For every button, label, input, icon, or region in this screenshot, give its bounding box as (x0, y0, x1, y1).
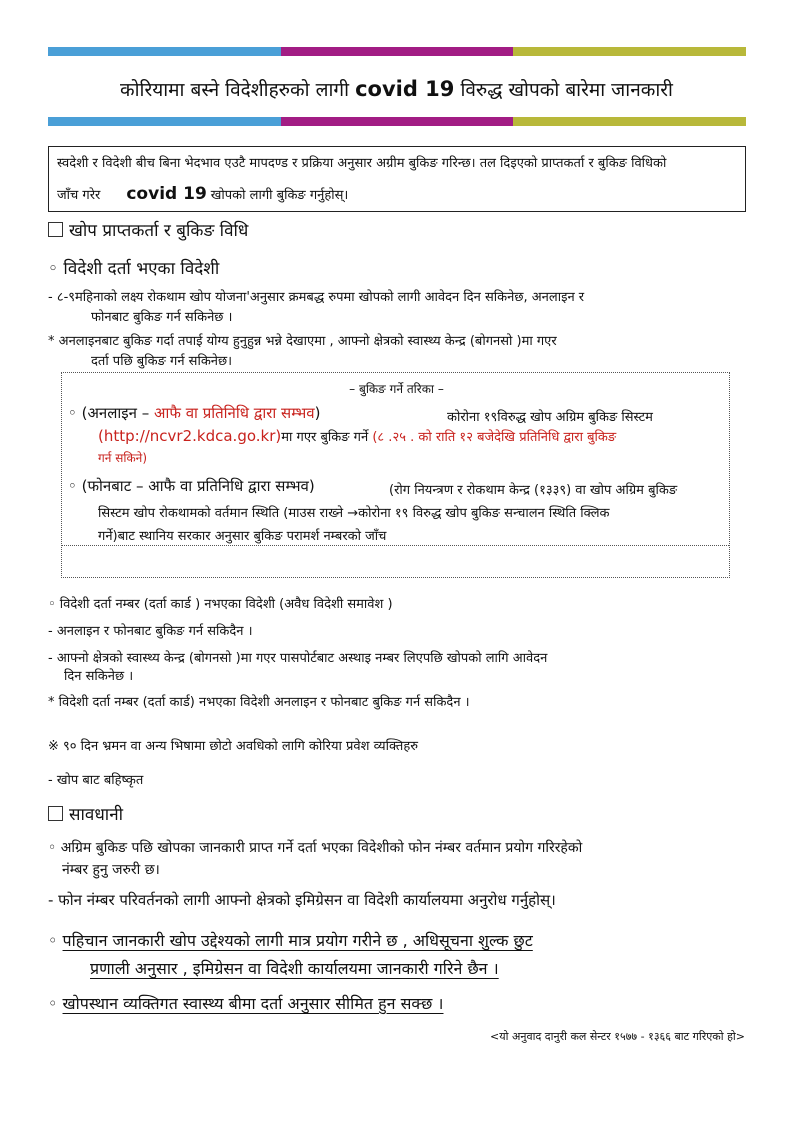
section-heading-recipients (48, 218, 248, 241)
item1-line1: - ८-९महिनाको लक्ष्य रोकथाम खोप योजना'अनुसार क्रमबद्ध रुपमा खोपको लागी आवेदन दिन सकिनेछ, अनलाइन र (48, 290, 585, 305)
precautions-heading: सावधानी (69, 805, 124, 825)
item2-line2: दर्ता पछि बुकिङ गर्न सकिनेछ। (91, 354, 233, 369)
unregistered-heading: ◦ विदेशी दर्ता नम्बर (दर्ता कार्ड ) नभएका विदेशी (अवैध विदेशी समावेश ) (48, 597, 393, 612)
item1-line2: फोनबाट बुकिङ गर्न सकिनेछ । (91, 310, 233, 325)
title-prefix: कोरियामा बस्ने विदेशीहरुको लागी (120, 79, 356, 101)
booking-box-title: – बुकिङ गर्ने तरिका – (349, 382, 444, 396)
intro-line-2-post: खोपको लागी बुकिङ गर्नुहोस्। (210, 188, 349, 203)
precaution3-text: पहिचान जानकारी खोप उद्देश्यको लागी मात्र प्रयोग गरीने छ , अधिसूचना शुल्क छुट (62, 931, 533, 950)
section-heading-text: खोप प्राप्तकर्ता र बुकिङ विधि (69, 221, 249, 241)
online-line2-mid: मा गएर बुकिङ गर्ने (281, 430, 373, 445)
unregistered-item2-line1: - आफ्नो क्षेत्रको स्वास्थ्य केन्द्र (बोगनसो )मा गएर पासपोर्टबाट अस्थाइ नम्बर लिएपछि खोपको लागि आवेदन (48, 651, 548, 666)
online-booking-line1 (68, 403, 320, 423)
precaution2: - फोन नंम्बर परिवर्तनको लागी आफ्नो क्षेत्रको इमिग्रेसन वा विदेशी कार्यालयमा अनुरोध गर्नुहोस्। (48, 891, 556, 909)
booking-box-divider (62, 545, 729, 546)
online-line2-red: (८ .२५ . को राति १२ बजेदेखि प्रतिनिधि द्वारा बुकिङ (372, 430, 617, 445)
phone-line1-tail: (रोग नियन्त्रण र रोकथाम केन्द्र (१३३९) वा खोप अग्रिम बुकिङ (389, 483, 678, 498)
unregistered-item2-line2: दिन सकिनेछ । (64, 669, 134, 684)
item2-line1: * अनलाइनबाट बुकिङ गर्दा तपाई योग्य हुनुहुन्न भन्ने देखाएमा , आफ्नो क्षेत्रको स्वास्थ्य केन्द्र (बोगनसो )मा गएर (48, 334, 557, 349)
translation-credit: <यो अनुवाद दानुरी कल सेन्टर १५७७ - १३६६ बाट गरिएको हो> (490, 1030, 745, 1043)
page-title (0, 76, 793, 102)
precaution4-text: खोपस्थान व्यक्तिगत स्वास्थ्य बीमा दर्ता अनुसार सीमित हुन सक्छ । (62, 994, 444, 1013)
bar-blue-segment (48, 117, 281, 126)
precaution3-line1 (48, 929, 533, 951)
precaution3-bullet: ◦ (48, 931, 63, 950)
online-line1-tail: कोरोना १९विरुद्ध खोप अग्रिम बुकिङ सिस्टम (447, 410, 653, 425)
intro-line-2 (57, 184, 348, 204)
intro-line-1: स्वदेशी र विदेशी बीच बिना भेदभाव एउटै मापदण्ड र प्रक्रिया अनुसार अग्रीम बुकिङ गरिन्छ। तल दिइएको प्राप्तकर्ता र बुकिङ विधिको (57, 156, 667, 171)
excluded-note: - खोप बाट बहिष्कृत (48, 773, 144, 788)
top-color-bar (48, 47, 746, 56)
bar-magenta-segment (281, 117, 514, 126)
bar-olive-segment (513, 47, 746, 56)
precaution3-line2: प्रणाली अनुसार , इमिग्रेसन वा विदेशी कार्यालयमा जानकारी गरिने छैन । (90, 959, 499, 978)
checkbox-square-icon (48, 222, 63, 237)
unregistered-item3: * विदेशी दर्ता नम्बर (दर्ता कार्ड) नभएका विदेशी अनलाइन र फोनबाट बुकिङ गर्न सकिदैन । (48, 695, 470, 710)
short-stay-note: ※ ९० दिन भ्रमन वा अन्य भिषामा छोटो अवधिको लागि कोरिया प्रवेश व्यक्तिहरु (48, 739, 418, 754)
bottom-color-bar (48, 117, 746, 126)
online-line3-red: गर्न सकिने) (98, 451, 148, 465)
online-booking-line2 (98, 426, 616, 445)
sub-heading-registered: ◦ विदेशी दर्ता भएका विदेशी (48, 259, 220, 279)
precautions-heading-row (48, 802, 123, 825)
intro-covid: covid 19 (126, 184, 207, 204)
precaution4 (48, 992, 444, 1014)
precaution1-line2: नंम्बर हुनु जरुरी छ। (62, 862, 160, 878)
bar-blue-segment (48, 47, 281, 56)
phone-booking-label: ◦ (फोनबाट – आफै वा प्रतिनिधि द्वारा सम्भव) (68, 477, 315, 495)
precaution1-line1: ◦ अग्रिम बुकिङ पछि खोपका जानकारी प्राप्त गर्ने दर्ता भएका विदेशीको फोन नंम्बर वर्तमान प्रयोग गरिरहेको (48, 840, 583, 856)
title-suffix: विरुद्ध खोपको बारेमा जानकारी (454, 79, 673, 101)
bar-olive-segment (513, 117, 746, 126)
unregistered-item1: - अनलाइन र फोनबाट बुकिङ गर्न सकिदैन । (48, 624, 253, 639)
bar-magenta-segment (281, 47, 514, 56)
checkbox-square-icon (48, 806, 63, 821)
intro-box (48, 146, 746, 212)
intro-line-2-pre: जाँच गरेर (57, 188, 101, 203)
booking-url-link[interactable]: (http://ncvr2.kdca.go.kr) (98, 427, 282, 445)
online-label-red: आफै वा प्रतिनिधि द्वारा सम्भव (154, 404, 315, 422)
phone-line3: गर्ने)बाट स्थानिय सरकार अनुसार बुकिङ परामर्श नम्बरको जाँच (98, 529, 387, 544)
precaution4-bullet: ◦ (48, 994, 63, 1013)
online-label-post: ) (314, 404, 321, 422)
phone-line2: सिस्टम खोप रोकथामको वर्तमान स्थिति (माउस राख्ने →कोरोना १९ विरुद्ध खोप बुकिङ सन्चालन स्थिति क्लिक (98, 506, 610, 521)
title-covid: covid 19 (355, 77, 455, 101)
online-label-pre: ◦ (अनलाइन – (68, 404, 155, 422)
